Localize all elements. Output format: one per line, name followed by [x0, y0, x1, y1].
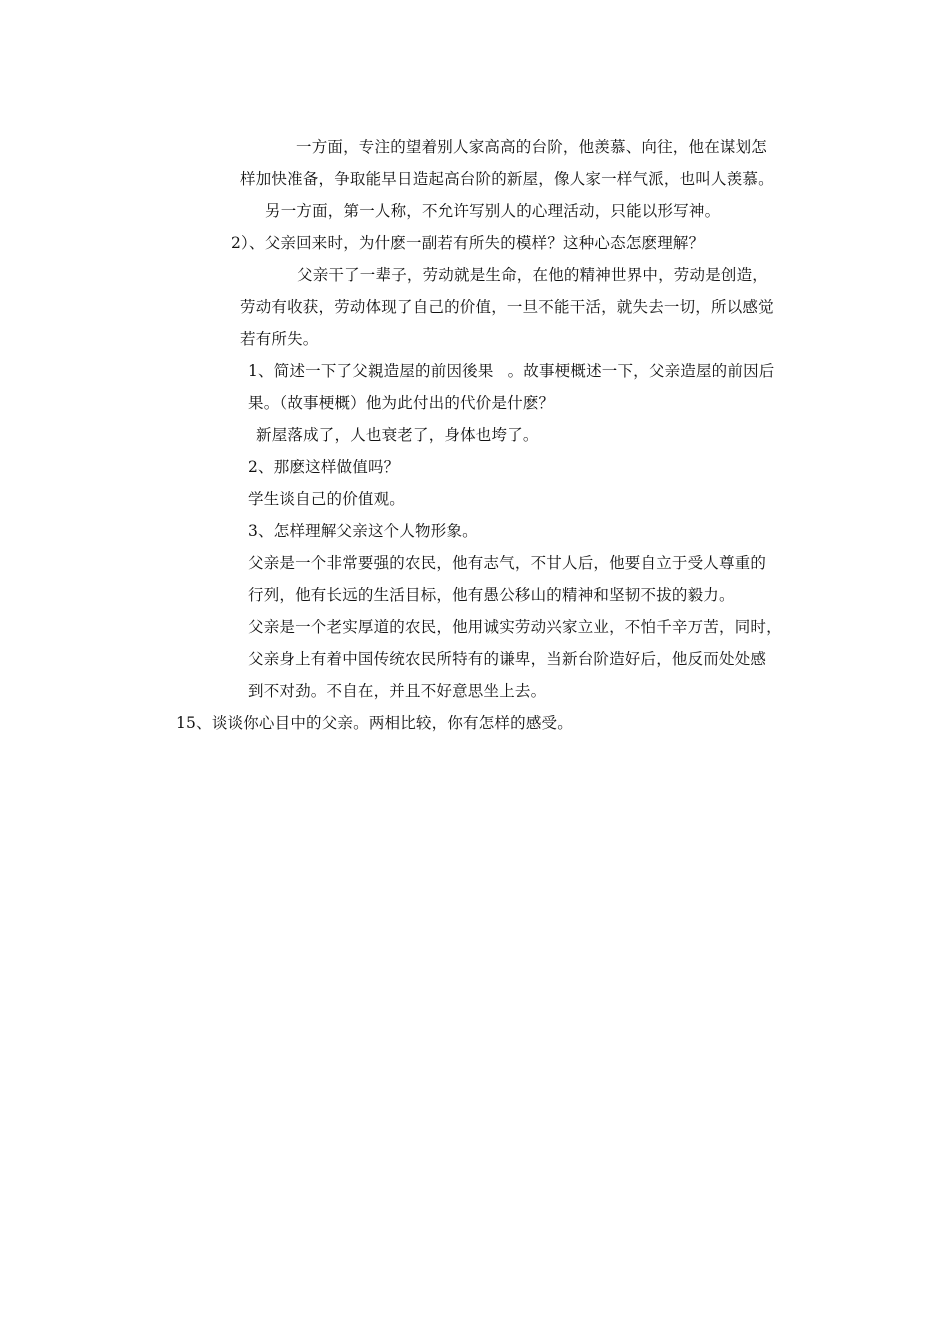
text-line: 15、谈谈你心目中的父亲。两相比较，你有怎样的感受。: [176, 714, 573, 732]
text-line: 新屋落成了，人也衰老了，身体也垮了。: [256, 426, 539, 444]
text-line: 3、怎样理解父亲这个人物形象。: [248, 522, 478, 540]
text-line: 行列，他有长远的生活目标，他有愚公移山的精神和坚韧不拔的毅力。: [248, 586, 735, 604]
text-line: 果。（故事梗概）他为此付出的代价是什麽？: [248, 394, 555, 412]
text-segment: 。故事梗概述一下，父亲造屋的前因后: [507, 362, 775, 380]
text-line: 2）、父亲回来时，为什麽一副若有所失的模样？这种心态怎麽理解？: [231, 234, 705, 252]
text-line: 父亲是一个老实厚道的农民，他用诚实劳动兴家立业，不怕千辛万苦，同时，: [248, 618, 782, 636]
text-line: 样加快准备，争取能早日造起高台阶的新屋，像人家一样气派，也叫人羡慕。: [240, 170, 774, 188]
text-segment: 1、简述一下了父親造屋的前因後果: [248, 362, 494, 380]
text-line: 到不对劲。不自在，并且不好意思坐上去。: [248, 682, 547, 700]
text-line: 另一方面，第一人称，不允许写别人的心理活动，只能以形写神。: [265, 202, 721, 220]
text-line: 父亲身上有着中国传统农民所特有的谦卑，当新台阶造好后，他反而处处感: [248, 650, 767, 668]
text-line: 若有所失。: [240, 330, 319, 348]
text-line: 一方面，专注的望着别人家高高的台阶，他羡慕、向往，他在谋划怎: [296, 138, 768, 156]
text-line: 父亲是一个非常要强的农民，他有志气，不甘人后，他要自立于受人尊重的: [248, 554, 767, 572]
text-line: 父亲干了一辈子，劳动就是生命，在他的精神世界中，劳动是创造，: [297, 266, 769, 284]
text-line: [248, 361, 774, 381]
text-line: 学生谈自己的价值观。: [248, 490, 406, 508]
text-line: 2、那麽这样做值吗？: [248, 458, 400, 476]
text-line: 劳动有收获，劳动体现了自己的价值，一旦不能干活，就失去一切，所以感觉: [240, 298, 774, 316]
